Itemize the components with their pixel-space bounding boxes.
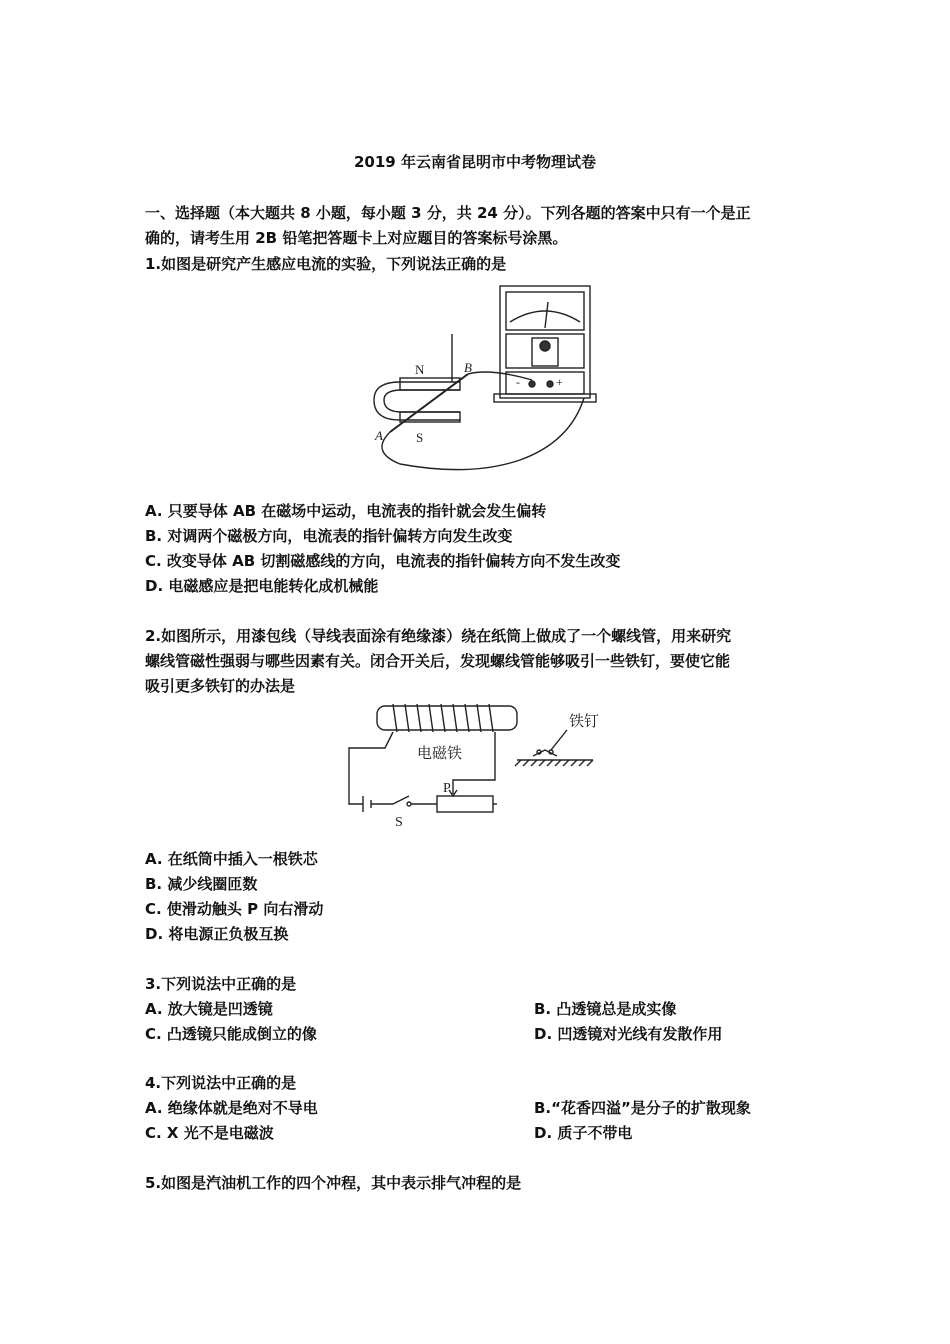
q2-option-b: B. 减少线圈匝数 [145, 875, 258, 893]
q2-label-p: P [443, 781, 451, 796]
q2-option-a: A. 在纸筒中插入一根铁芯 [145, 850, 318, 868]
q4-option-c: C. X 光不是电磁波 [145, 1124, 274, 1142]
q4-option-b: B.“花香四溢”是分子的扩散现象 [534, 1099, 751, 1117]
q3-stem: 3.下列说法中正确的是 [145, 975, 297, 993]
q1-option-d: D. 电磁感应是把电能转化成机械能 [145, 577, 379, 595]
q1-figure [360, 282, 610, 477]
q2-label-nail: 铁钉 [569, 714, 600, 730]
q2-label-magnet: 电磁铁 [417, 746, 463, 762]
q2-option-d: D. 将电源正负极互换 [145, 925, 289, 943]
q1-label-n: N [415, 362, 425, 377]
q1-label-b: B [464, 360, 472, 375]
q2-figure [345, 700, 645, 830]
q3-option-d: D. 凹透镜对光线有发散作用 [534, 1025, 723, 1043]
section-heading-line1: 一、选择题（本大题共 8 小题，每小题 3 分，共 24 分）。下列各题的答案中只有一个是正 [145, 204, 751, 222]
q2-stem-line2: 螺线管磁性强弱与哪些因素有关。闭合开关后，发现螺线管能够吸引一些铁钉，要使它能 [145, 652, 731, 670]
q1-label-plus: + [556, 375, 563, 389]
q2-stem-line3: 吸引更多铁钉的办法是 [145, 677, 296, 695]
q3-option-a: A. 放大镜是凹透镜 [145, 1000, 273, 1018]
q1-label-minus: - [516, 375, 520, 389]
q3-option-b: B. 凸透镜总是成实像 [534, 1000, 677, 1018]
q1-option-b: B. 对调两个磁极方向，电流表的指针偏转方向发生改变 [145, 527, 513, 545]
page-title: 2019 年云南省昆明市中考物理试卷 [354, 153, 596, 171]
q1-label-s: S [416, 430, 424, 445]
section-heading-line2: 确的，请考生用 2B 铅笔把答题卡上对应题目的答案标号涂黑。 [145, 229, 568, 247]
q4-option-d: D. 质子不带电 [534, 1124, 633, 1142]
q2-label-s: S [395, 815, 403, 830]
q5-stem: 5.如图是汽油机工作的四个冲程，其中表示排气冲程的是 [145, 1174, 522, 1192]
q2-option-c: C. 使滑动触头 P 向右滑动 [145, 900, 324, 918]
q2-stem-line1: 2.如图所示，用漆包线（导线表面涂有绝缘漆）绕在纸筒上做成了一个螺线管，用来研究 [145, 627, 732, 645]
q1-stem: 1.如图是研究产生感应电流的实验，下列说法正确的是 [145, 255, 507, 273]
q4-stem: 4.下列说法中正确的是 [145, 1074, 297, 1092]
q1-label-a: A [375, 428, 383, 443]
q1-option-c: C. 改变导体 AB 切割磁感线的方向，电流表的指针偏转方向不发生改变 [145, 552, 621, 570]
q3-option-c: C. 凸透镜只能成倒立的像 [145, 1025, 317, 1043]
q1-option-a: A. 只要导体 AB 在磁场中运动，电流表的指针就会发生偏转 [145, 502, 547, 520]
q4-option-a: A. 绝缘体就是绝对不导电 [145, 1099, 318, 1117]
